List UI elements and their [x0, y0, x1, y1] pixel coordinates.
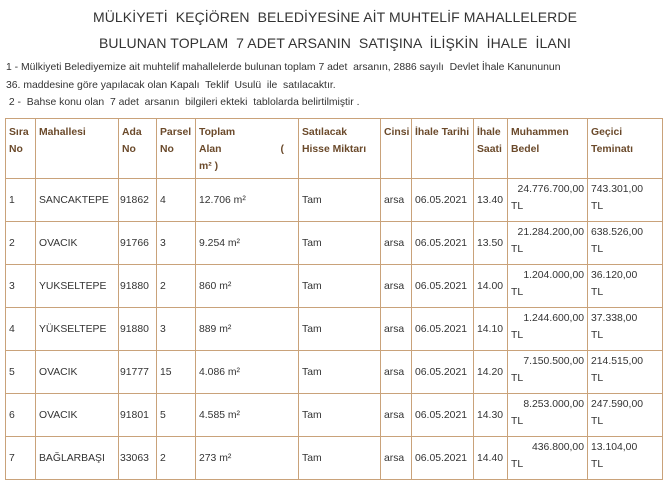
- teminat-currency: TL: [591, 416, 604, 427]
- cell-sira: 7: [6, 437, 36, 480]
- cell-parsel: 4: [157, 179, 196, 222]
- header-parsel-no: Parsel No: [157, 119, 196, 179]
- cell-parsel: 2: [157, 265, 196, 308]
- cell-alan: 889 m²: [196, 308, 299, 351]
- header-alan-line-1: Toplam: [199, 127, 236, 138]
- cell-ada: 91880: [119, 265, 157, 308]
- note-2: 2 - Bahse konu olan 7 adet arsanın bilgileri ekteki tablolarda belirtilmiştir .: [6, 97, 360, 108]
- header-gecici-teminat: Geçici Teminatı: [588, 119, 663, 179]
- header-alan-line-2: Alan: [199, 144, 222, 155]
- cell-alan: 12.706 m²: [196, 179, 299, 222]
- note-1-line-2: 36. maddesine göre yapılacak olan Kapalı Teklif Usulü ile satılacaktır.: [6, 79, 336, 91]
- cell-cinsi: arsa: [381, 437, 412, 480]
- bedel-value: 1.244.600,00: [523, 313, 584, 324]
- cell-tarih: 06.05.2021: [412, 394, 474, 437]
- cell-teminat: [588, 222, 663, 265]
- table-row: [6, 394, 663, 437]
- cell-cinsi: arsa: [381, 265, 412, 308]
- table-row: [6, 308, 663, 351]
- cell-bedel: [508, 437, 588, 480]
- bedel-currency: TL: [511, 201, 524, 212]
- cell-ada: 91862: [119, 179, 157, 222]
- bedel-currency: TL: [511, 244, 524, 255]
- bedel-currency: TL: [511, 373, 524, 384]
- cell-parsel: 5: [157, 394, 196, 437]
- cell-bedel: [508, 222, 588, 265]
- cell-cinsi: arsa: [381, 394, 412, 437]
- cell-saat: 13.50: [474, 222, 508, 265]
- cell-alan: 860 m²: [196, 265, 299, 308]
- cell-ada: 91766: [119, 222, 157, 265]
- teminat-value: 638.526,00: [591, 227, 644, 238]
- cell-ada: 33063: [119, 437, 157, 480]
- cell-bedel: [508, 394, 588, 437]
- teminat-currency: TL: [591, 373, 604, 384]
- cell-tarih: 06.05.2021: [412, 437, 474, 480]
- cell-sira: 6: [6, 394, 36, 437]
- cell-bedel: [508, 351, 588, 394]
- cell-mahalle: YÜKSELTEPE: [36, 308, 119, 351]
- cell-tarih: 06.05.2021: [412, 308, 474, 351]
- header-ihale-saati: İhale Saati: [474, 119, 508, 179]
- cell-mahalle: SANCAKTEPE: [36, 179, 119, 222]
- cell-ada: 91880: [119, 308, 157, 351]
- cell-saat: 14.00: [474, 265, 508, 308]
- cell-cinsi: arsa: [381, 351, 412, 394]
- bedel-value: 8.253.000,00: [523, 399, 584, 410]
- cell-alan: 4.086 m²: [196, 351, 299, 394]
- teminat-value: 247.590,00: [591, 399, 644, 410]
- bedel-value: 436.800,00: [531, 442, 584, 453]
- announcement-header: [0, 0, 670, 52]
- header-mahallesi: Mahallesi: [36, 119, 119, 179]
- cell-ada: 91801: [119, 394, 157, 437]
- cell-teminat: [588, 179, 663, 222]
- cell-mahalle: OVACIK: [36, 394, 119, 437]
- cell-saat: 14.10: [474, 308, 508, 351]
- header-toplam-alan: [196, 119, 299, 179]
- header-alan-paren: (: [280, 144, 284, 155]
- cell-bedel: [508, 308, 588, 351]
- cell-hisse: Tam: [299, 222, 381, 265]
- cell-cinsi: arsa: [381, 308, 412, 351]
- table-header-row: [6, 119, 663, 179]
- header-sira-no: Sıra No: [6, 119, 36, 179]
- cell-saat: 13.40: [474, 179, 508, 222]
- cell-teminat: [588, 351, 663, 394]
- cell-hisse: Tam: [299, 437, 381, 480]
- cell-saat: 14.40: [474, 437, 508, 480]
- teminat-currency: TL: [591, 330, 604, 341]
- header-hisse-miktari: Satılacak Hisse Miktarı: [299, 119, 381, 179]
- teminat-currency: TL: [591, 201, 604, 212]
- cell-saat: 14.30: [474, 394, 508, 437]
- cell-teminat: [588, 265, 663, 308]
- cell-parsel: 3: [157, 222, 196, 265]
- teminat-value: 37.338,00: [591, 313, 638, 324]
- cell-teminat: [588, 308, 663, 351]
- cell-alan: 4.585 m²: [196, 394, 299, 437]
- cell-alan: 9.254 m²: [196, 222, 299, 265]
- teminat-value: 36.120,00: [591, 270, 638, 281]
- cell-hisse: Tam: [299, 308, 381, 351]
- cell-mahalle: YUKSELTEPE: [36, 265, 119, 308]
- cell-tarih: 06.05.2021: [412, 351, 474, 394]
- teminat-value: 743.301,00: [591, 184, 644, 195]
- bedel-currency: TL: [511, 330, 524, 341]
- cell-cinsi: arsa: [381, 222, 412, 265]
- note-1-line-1: 1 - Mülkiyeti Belediyemize ait muhtelif mahallelerde bulunan toplam 7 adet arsanın, 2886 sayılı Devlet İhale Kanununun: [6, 62, 561, 73]
- land-sale-table: [5, 118, 663, 480]
- cell-mahalle: BAĞLARBAŞI: [36, 437, 119, 480]
- bedel-currency: TL: [511, 459, 524, 470]
- cell-sira: 1: [6, 179, 36, 222]
- cell-parsel: 2: [157, 437, 196, 480]
- cell-tarih: 06.05.2021: [412, 265, 474, 308]
- header-cinsi: Cinsi: [381, 119, 412, 179]
- bedel-value: 7.150.500,00: [523, 356, 584, 367]
- cell-teminat: [588, 394, 663, 437]
- cell-sira: 4: [6, 308, 36, 351]
- cell-mahalle: OVACIK: [36, 351, 119, 394]
- cell-teminat: [588, 437, 663, 480]
- header-ihale-tarihi: İhale Tarihi: [412, 119, 474, 179]
- cell-tarih: 06.05.2021: [412, 222, 474, 265]
- announcement-notes: [0, 59, 670, 112]
- cell-sira: 2: [6, 222, 36, 265]
- cell-alan: 273 m²: [196, 437, 299, 480]
- header-ada-no: Ada No: [119, 119, 157, 179]
- cell-hisse: Tam: [299, 265, 381, 308]
- cell-saat: 14.20: [474, 351, 508, 394]
- bedel-currency: TL: [511, 287, 524, 298]
- table-row: [6, 179, 663, 222]
- teminat-currency: TL: [591, 244, 604, 255]
- cell-tarih: 06.05.2021: [412, 179, 474, 222]
- table-row: [6, 351, 663, 394]
- cell-hisse: Tam: [299, 394, 381, 437]
- bedel-currency: TL: [511, 416, 524, 427]
- table-row: [6, 265, 663, 308]
- bedel-value: 24.776.700,00: [517, 184, 584, 195]
- cell-sira: 5: [6, 351, 36, 394]
- cell-hisse: Tam: [299, 179, 381, 222]
- teminat-currency: TL: [591, 287, 604, 298]
- cell-sira: 3: [6, 265, 36, 308]
- cell-cinsi: arsa: [381, 179, 412, 222]
- cell-hisse: Tam: [299, 351, 381, 394]
- title-line-2: BULUNAN TOPLAM 7 ADET ARSANIN SATIŞINA İLİŞKİN İHALE İLANI: [98, 35, 572, 51]
- table-row: [6, 437, 663, 480]
- cell-mahalle: OVACIK: [36, 222, 119, 265]
- cell-bedel: [508, 179, 588, 222]
- teminat-value: 13.104,00: [591, 442, 638, 453]
- cell-ada: 91777: [119, 351, 157, 394]
- table-row: [6, 222, 663, 265]
- header-muhammen-bedel: Muhammen Bedel: [508, 119, 588, 179]
- teminat-value: 214.515,00: [591, 356, 644, 367]
- cell-bedel: [508, 265, 588, 308]
- cell-parsel: 15: [157, 351, 196, 394]
- bedel-value: 21.284.200,00: [517, 227, 584, 238]
- header-alan-line-3: m² ): [199, 161, 219, 172]
- cell-parsel: 3: [157, 308, 196, 351]
- teminat-currency: TL: [591, 459, 604, 470]
- bedel-value: 1.204.000,00: [523, 270, 584, 281]
- title-line-1: MÜLKİYETİ KEÇİÖREN BELEDİYESİNE AİT MUHTELİF MAHALLELERDE: [92, 9, 578, 25]
